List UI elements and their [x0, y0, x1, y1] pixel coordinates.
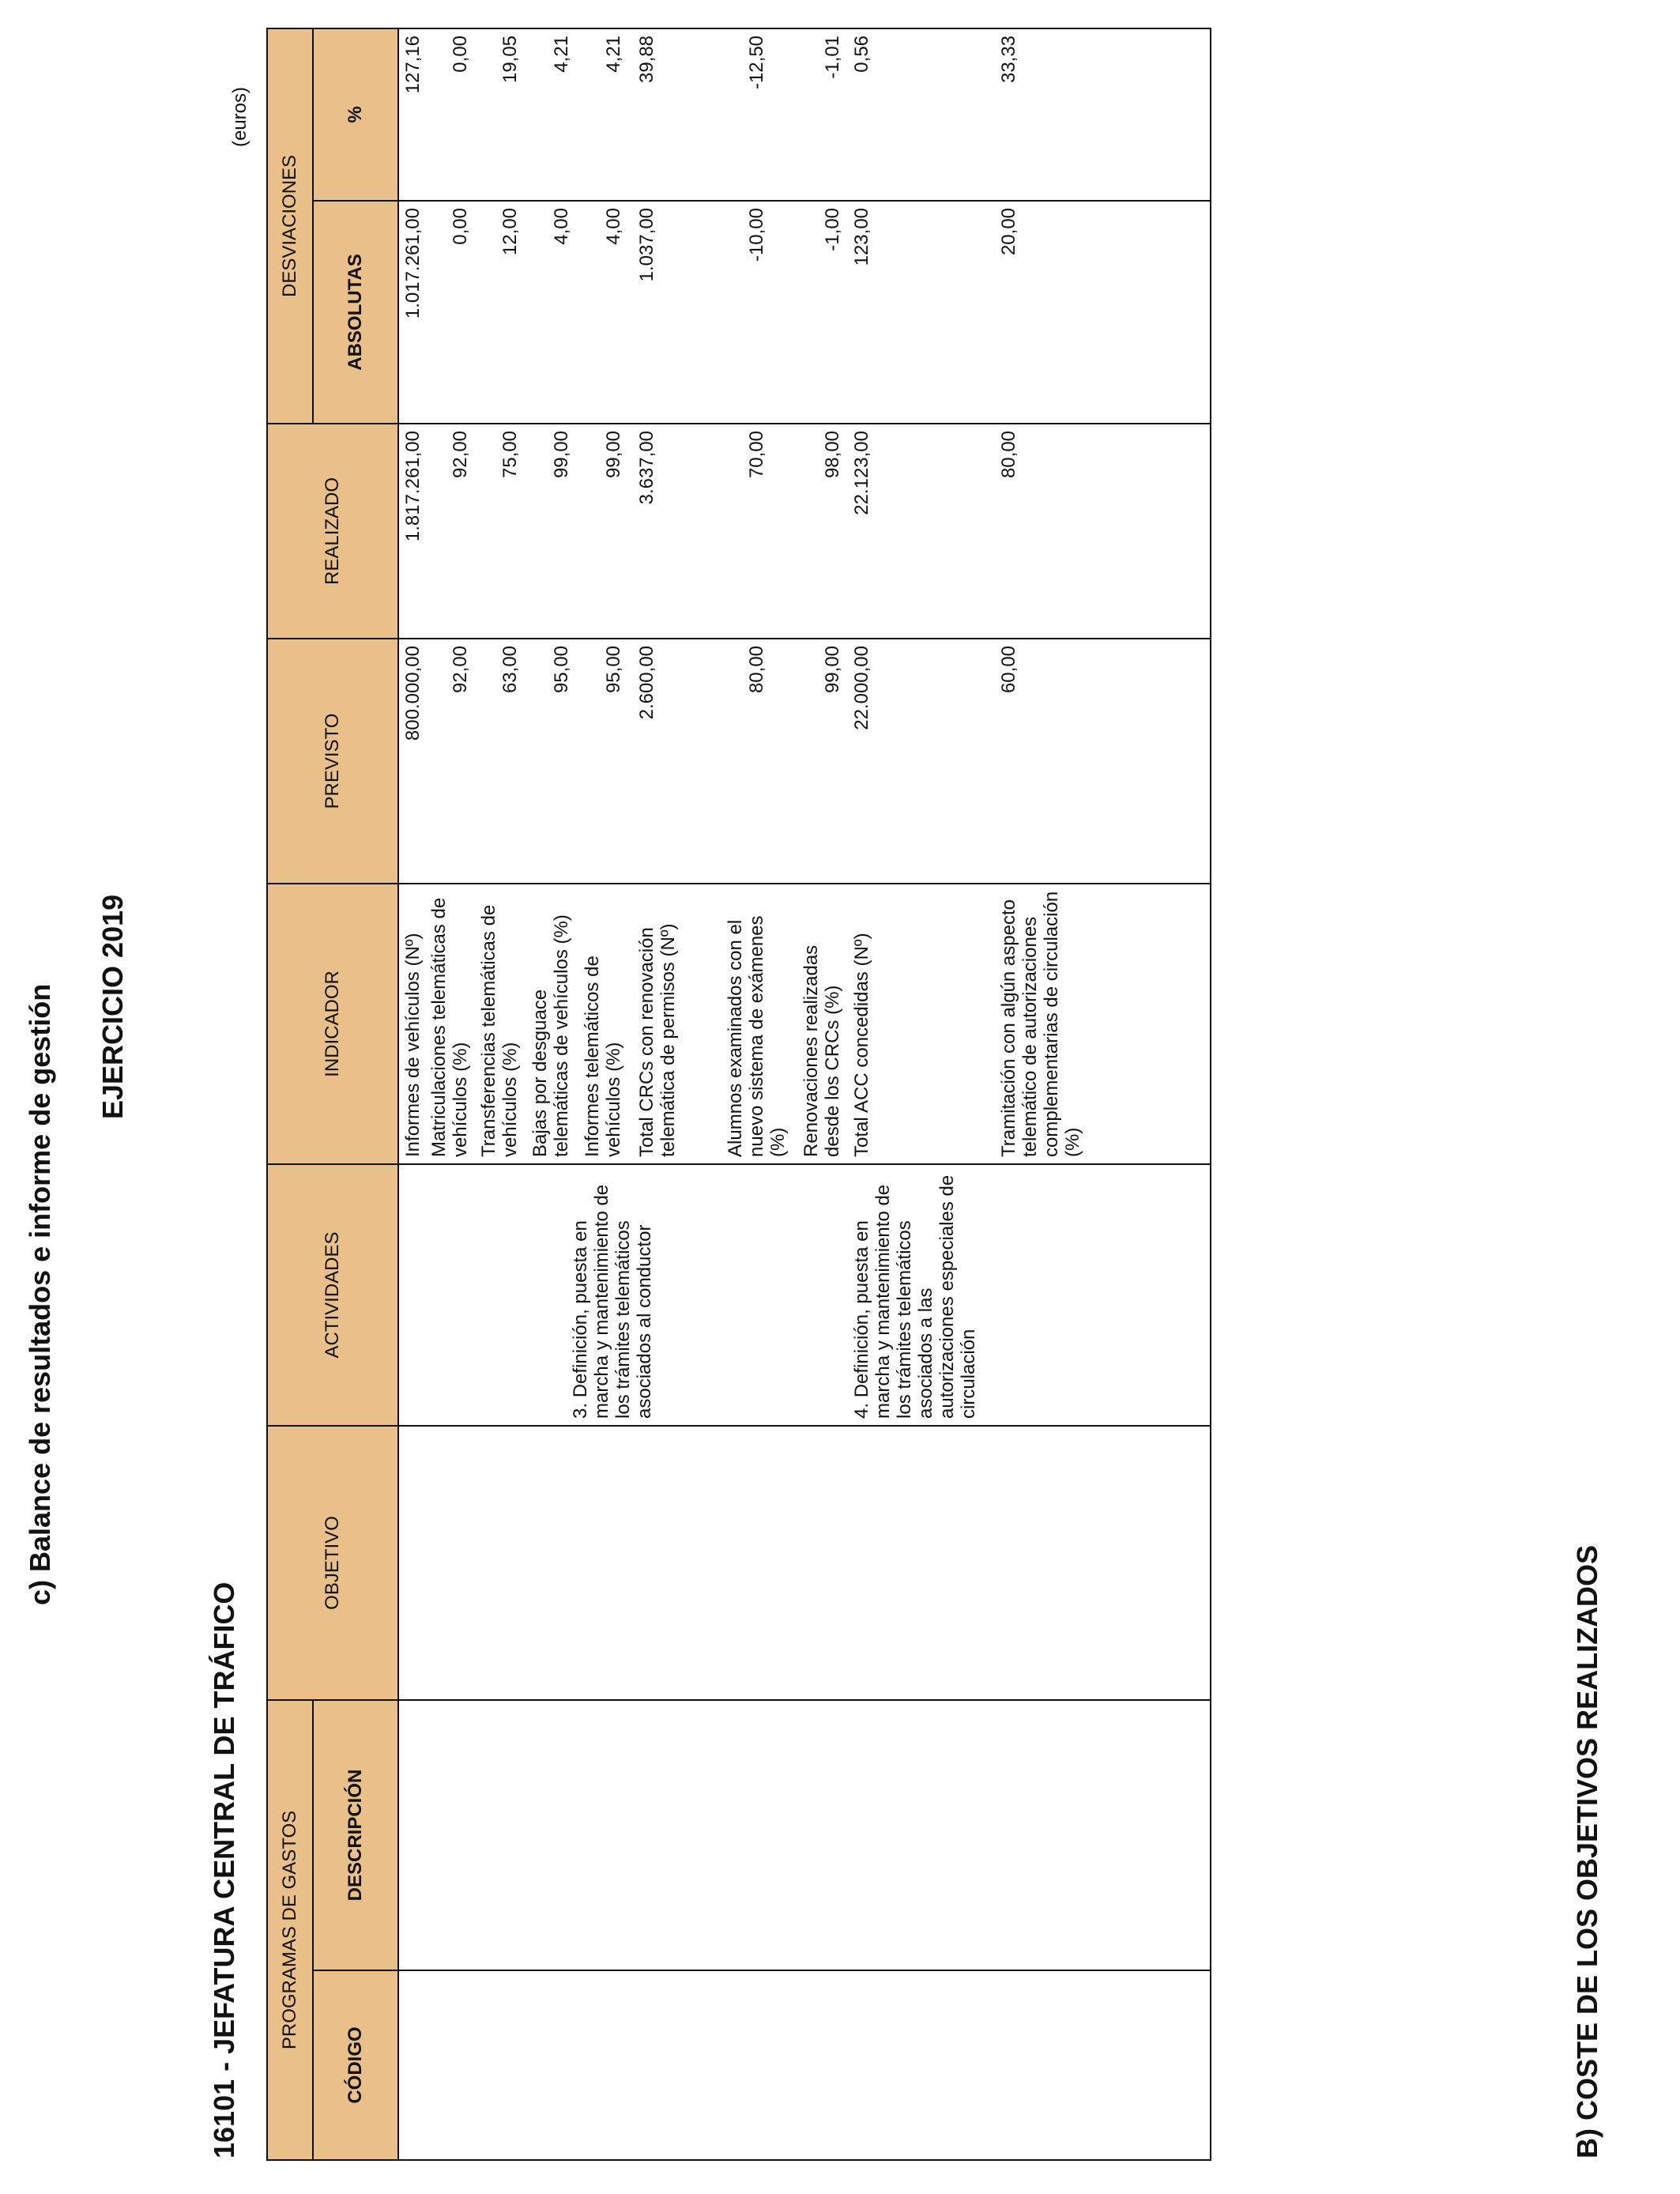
- absolutas-value: 12,00: [499, 207, 521, 256]
- absolutas-value: 20,00: [998, 207, 1019, 256]
- previsto-value: 800.000,00: [402, 645, 424, 741]
- col-indicador-header: INDICADOR: [267, 884, 398, 1164]
- previsto-value: 80,00: [746, 645, 767, 694]
- pct-cell: [398, 28, 1211, 201]
- previsto-value: 22.000,00: [851, 645, 872, 730]
- col-pct-header: %: [313, 28, 398, 201]
- realizado-value: 80,00: [998, 430, 1019, 479]
- realizado-value: 75,00: [499, 430, 521, 479]
- indicador-item: Bajas por desguace telemáticas de vehículos (%): [529, 914, 572, 1157]
- previsto-value: 92,00: [450, 645, 471, 694]
- ejercicio-title: EJERCICIO 2019: [96, 894, 129, 1119]
- col-actividades-header: ACTIVIDADES: [267, 1164, 398, 1426]
- pct-value: 4,21: [603, 35, 624, 73]
- results-table: [266, 28, 1211, 2161]
- previsto-value: 99,00: [822, 645, 843, 694]
- col-objetivo-header: OBJETIVO: [267, 1426, 398, 1700]
- realizado-value: 3.637,00: [636, 430, 657, 505]
- codigo-cell: [398, 1970, 1211, 2160]
- pct-value: -12,50: [746, 35, 767, 90]
- pct-value: 4,21: [551, 35, 572, 73]
- realizado-cell: [398, 424, 1211, 639]
- absolutas-cell: [398, 201, 1211, 424]
- pct-value: 0,00: [450, 35, 471, 73]
- group-desviaciones-header: DESVIACIONES: [267, 28, 313, 424]
- absolutas-value: 1.017.261,00: [402, 207, 424, 319]
- absolutas-value: 1.037,00: [636, 207, 657, 282]
- bottom-section-title: B) COSTE DE LOS OBJETIVOS REALIZADOS: [1571, 1544, 1603, 2158]
- previsto-value: 2.600,00: [636, 645, 657, 720]
- pct-value: 0,56: [851, 35, 872, 73]
- indicador-cell: [398, 884, 1211, 1164]
- absolutas-value: 0,00: [450, 207, 471, 245]
- absolutas-value: -10,00: [746, 207, 767, 262]
- pct-value: 127,16: [402, 35, 424, 94]
- col-descripcion-header: DESCRIPCIÓN: [313, 1700, 398, 1970]
- absolutas-value: 4,00: [551, 207, 572, 245]
- previsto-value: 95,00: [551, 645, 572, 694]
- indicador-item: Total ACC concedidas (Nº): [851, 933, 872, 1157]
- pct-value: 19,05: [499, 35, 521, 84]
- previsto-value: 60,00: [998, 645, 1019, 694]
- units-label: (euros): [229, 86, 250, 147]
- previsto-cell: [398, 639, 1211, 884]
- realizado-value: 70,00: [746, 430, 767, 479]
- realizado-value: 92,00: [450, 430, 471, 479]
- group-programas-header: PROGRAMAS DE GASTOS: [267, 1700, 313, 2160]
- descripcion-cell: [398, 1700, 1211, 1970]
- col-realizado-header: REALIZADO: [267, 424, 398, 639]
- previsto-value: 95,00: [603, 645, 624, 694]
- pct-value: 39,88: [636, 35, 657, 84]
- indicador-item: Tramitación con algún aspecto telemático de autorizaciones complementarias de circulación (%): [998, 891, 1083, 1157]
- realizado-value: 98,00: [822, 430, 843, 479]
- actividades-cell: [398, 1164, 1211, 1426]
- previsto-value: 63,00: [499, 645, 521, 694]
- col-previsto-header: PREVISTO: [267, 639, 398, 884]
- realizado-value: 99,00: [603, 430, 624, 479]
- absolutas-value: 4,00: [603, 207, 624, 245]
- absolutas-value: -1,00: [822, 207, 843, 251]
- indicador-item: Informes de vehículos (Nº): [402, 933, 424, 1157]
- indicador-item: Renovaciones realizadas desde los CRCs (%): [800, 944, 843, 1157]
- activity-item: 3. Definición, puesta en marcha y mantenimiento de los trámites telemáticos asociados al conductor: [570, 1184, 655, 1419]
- realizado-value: 99,00: [551, 430, 572, 479]
- realizado-value: 1.817.261,00: [402, 430, 424, 542]
- pct-value: -1,01: [822, 35, 843, 79]
- activity-item: 4. Definición, puesta en marcha y mantenimiento de los trámites telemáticos asociados a las autorizaciones especiales de circulación: [851, 1174, 979, 1419]
- entity-title: 16101 - JEFATURA CENTRAL DE TRÁFICO: [208, 1581, 240, 2158]
- indicador-item: Informes telemáticos de vehículos (%): [582, 956, 624, 1157]
- indicador-item: Alumnos examinados con el nuevo sistema de exámenes (%): [725, 915, 789, 1157]
- section-title: c) Balance de resultados e informe de gestión: [24, 983, 56, 1605]
- absolutas-value: 123,00: [851, 207, 872, 266]
- col-absolutas-header: ABSOLUTAS: [313, 201, 398, 424]
- indicador-item: Matriculaciones telemáticas de vehículos (%): [428, 897, 471, 1157]
- col-codigo-header: CÓDIGO: [313, 1970, 398, 2160]
- realizado-value: 22.123,00: [851, 430, 872, 515]
- pct-value: 33,33: [998, 35, 1019, 84]
- indicador-item: Total CRCs con renovación telemática de permisos (Nº): [636, 923, 679, 1157]
- objetivo-cell: [398, 1426, 1211, 1700]
- indicador-item: Transferencias telemáticas de vehículos (%): [478, 904, 521, 1157]
